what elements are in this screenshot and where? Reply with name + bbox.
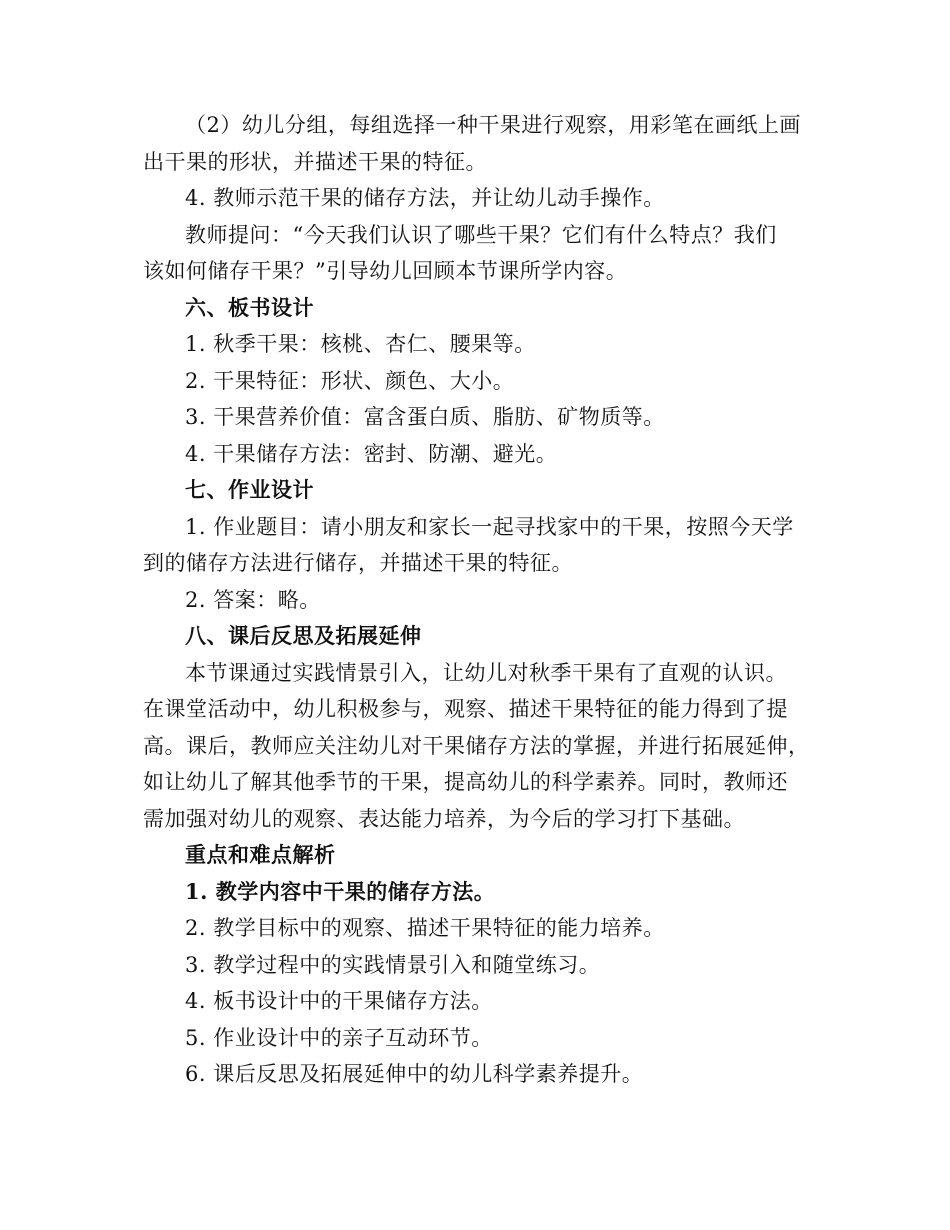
section6-item: 2. 干果特征：形状、颜色、大小。 (185, 368, 515, 393)
section6-item: 1. 秋季干果：核桃、杏仁、腰果等。 (185, 332, 536, 356)
step2-line1: （2）幼儿分组，每组选择一种干果进行观察，用彩笔在画纸上画 (185, 113, 801, 137)
section7-item1-line2: 到的储存方法进行储存，并描述干果的特征。 (143, 551, 573, 575)
section6-item: 4. 干果储存方法：密封、防潮、避光。 (185, 441, 558, 466)
section8-para-line: 如让幼儿了解其他季节的干果，提高幼儿的科学素养。同时，教师还 (143, 770, 788, 794)
section6-item: 3. 干果营养价值：富含蛋白质、脂肪、矿物质等。 (185, 405, 665, 429)
section7-item2: 2. 答案：略。 (185, 587, 321, 612)
question-line1: 教师提问：“今天我们认识了哪些干果？它们有什么特点？我们 (185, 222, 777, 247)
section8-heading: 八、课后反思及拓展延伸 (185, 623, 422, 648)
key-points-item: 1. 教学内容中干果的储存方法。 (185, 878, 496, 904)
step2-line2: 出干果的形状，并描述干果的特征。 (143, 149, 487, 174)
document-body (143, 107, 808, 1093)
key-points-item: 4. 板书设计中的干果储存方法。 (185, 989, 493, 1013)
key-points-item: 6. 课后反思及拓展延伸中的幼儿科学素养提升。 (185, 1062, 644, 1086)
section8-para-line: 需加强对幼儿的观察、表达能力培养，为今后的学习打下基础。 (143, 806, 745, 831)
section7-heading: 七、作业设计 (185, 477, 314, 502)
step4-line: 4. 教师示范干果的储存方法，并让幼儿动手操作。 (185, 186, 665, 210)
section8-para-line: 本节课通过实践情景引入，让幼儿对秋季干果有了直观的认识。 (185, 660, 787, 685)
section8-para-line: 在课堂活动中，幼儿积极参与，观察、描述干果特征的能力得到了提 (143, 697, 788, 721)
question-line2: 该如何储存干果？”引导幼儿回顾本节课所学内容。 (143, 259, 628, 283)
key-points-item: 2. 教学目标中的观察、描述干果特征的能力培养。 (185, 916, 665, 940)
key-points-heading: 重点和难点解析 (185, 842, 336, 867)
key-points-item: 5. 作业设计中的亲子互动环节。 (185, 1025, 493, 1050)
section8-para-line: 高。课后，教师应关注幼儿对干果储存方法的掌握，并进行拓展延伸， (143, 733, 810, 758)
section6-heading: 六、板书设计 (185, 294, 314, 320)
key-points-item: 3. 教学过程中的实践情景引入和随堂练习。 (185, 952, 601, 977)
section7-item1-line1: 1. 作业题目：请小朋友和家长一起寻找家中的干果，按照今天学 (185, 514, 794, 539)
